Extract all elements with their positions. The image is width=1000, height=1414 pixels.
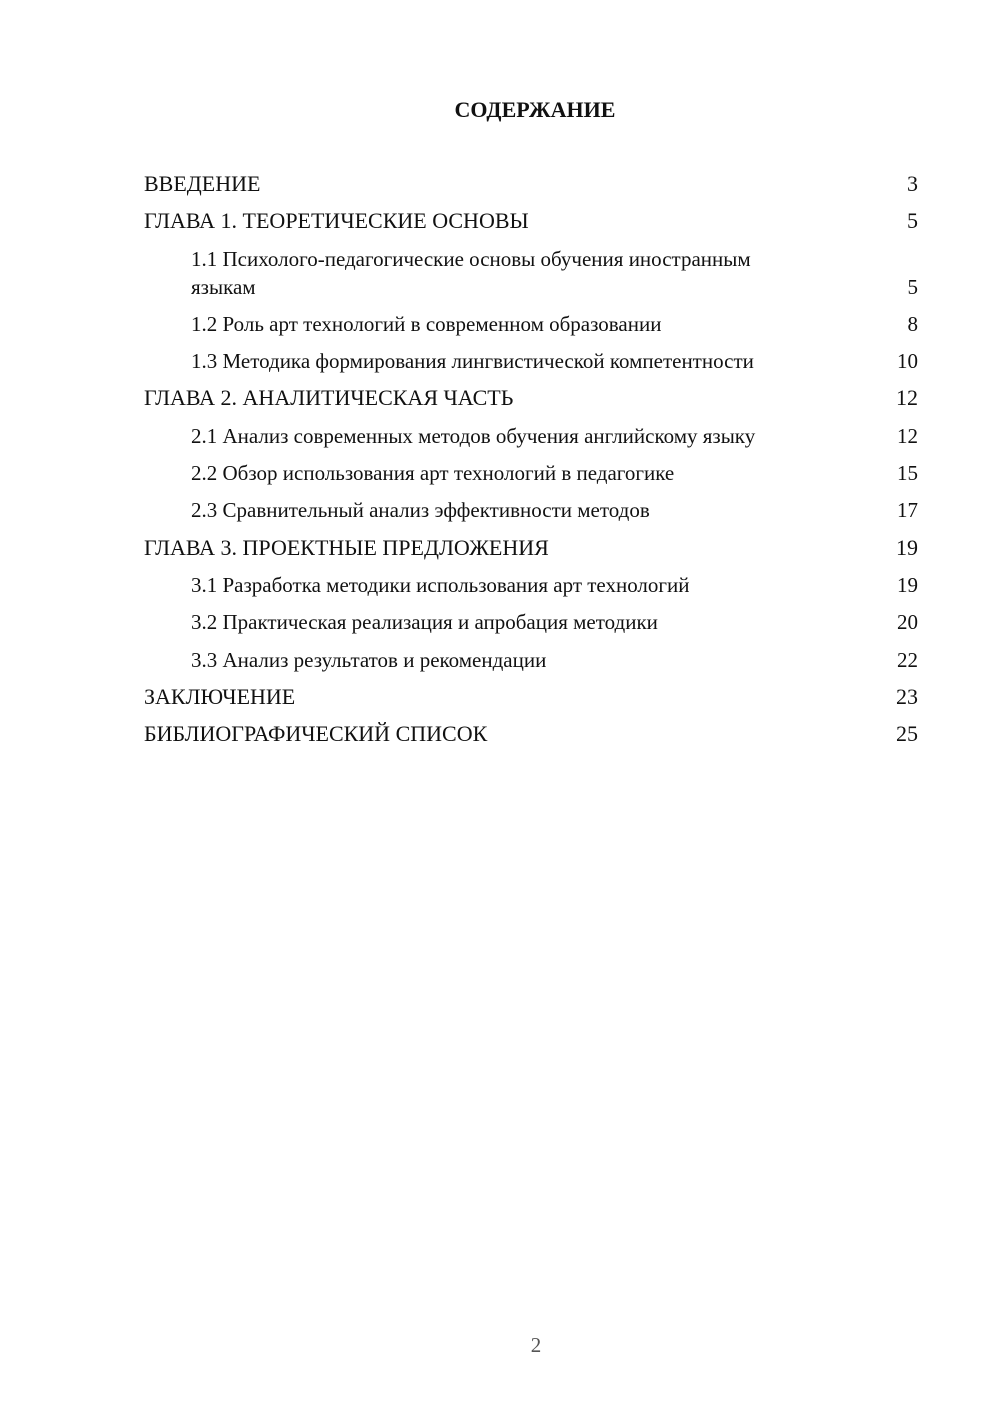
- toc-entry-page: 5: [907, 274, 918, 299]
- toc-entry-label: 1.1 Психолого-педагогические основы обучения иностранным языкам: [191, 246, 751, 299]
- toc-entry-page: 19: [896, 534, 918, 560]
- toc-entry-section-1-1[interactable]: [144, 245, 918, 301]
- toc-entry-label: 2.3 Сравнительный анализ эффективности методов: [191, 498, 650, 523]
- toc-entry-page: 15: [897, 461, 918, 486]
- toc-entry-page: 23: [896, 683, 918, 709]
- toc-entry-page: 12: [897, 423, 918, 448]
- toc-entry-page: 10: [897, 349, 918, 374]
- toc-entry-section-2-1[interactable]: [144, 422, 918, 450]
- toc-entry-page: 20: [897, 610, 918, 635]
- toc-entry-label: 3.1 Разработка методики использования арт технологий: [191, 572, 690, 597]
- toc-entry-bibliography[interactable]: [144, 720, 918, 748]
- toc-entry-label: ЗАКЛЮЧЕНИЕ: [144, 683, 296, 709]
- toc-entry-page: 25: [896, 721, 918, 747]
- toc-entry-label: 3.3 Анализ результатов и рекомендации: [191, 647, 547, 672]
- toc-entry-label: ВВЕДЕНИЕ: [144, 171, 261, 196]
- toc-entry-label: 2.2 Обзор использования арт технологий в педагогике: [191, 461, 675, 486]
- page-number: 2: [530, 1333, 542, 1357]
- toc-entry-chapter-3[interactable]: [144, 534, 918, 562]
- toc-entry-label: 3.2 Практическая реализация и апробация методики: [191, 610, 658, 635]
- toc-entry-label: 2.1 Анализ современных методов обучения английскому языку: [191, 423, 756, 448]
- toc-entry-label: ГЛАВА 1. ТЕОРЕТИЧЕСКИЕ ОСНОВЫ: [144, 208, 529, 234]
- toc-entry-section-1-2[interactable]: [144, 310, 918, 338]
- toc-entry-page: 17: [897, 498, 918, 523]
- toc-entry-label: БИБЛИОГРАФИЧЕСКИЙ СПИСОК: [144, 721, 488, 747]
- toc-entry-chapter-2[interactable]: [144, 384, 918, 412]
- toc-entry-section-2-2[interactable]: [144, 459, 918, 487]
- toc-entry-label: 1.2 Роль арт технологий в современном образовании: [191, 311, 662, 336]
- table-of-contents: [144, 170, 918, 757]
- toc-entry-conclusion[interactable]: [144, 683, 918, 711]
- toc-entry-label: 1.3 Методика формирования лингвистической компетентности: [191, 349, 754, 374]
- toc-title-wrapper: [0, 96, 1000, 124]
- toc-entry-section-2-3[interactable]: [144, 496, 918, 524]
- toc-entry-page: 3: [907, 171, 918, 196]
- toc-entry-page: 8: [907, 311, 918, 336]
- toc-entry-label: ГЛАВА 3. ПРОЕКТНЫЕ ПРЕДЛОЖЕНИЯ: [144, 534, 549, 560]
- toc-entry-section-1-3[interactable]: [144, 347, 918, 375]
- toc-title: СОДЕРЖАНИЕ: [454, 97, 616, 122]
- toc-entry-page: 22: [897, 647, 918, 672]
- toc-entry-page: 19: [897, 572, 918, 597]
- toc-entry-page: 12: [896, 385, 918, 411]
- toc-entry-label: ГЛАВА 2. АНАЛИТИЧЕСКАЯ ЧАСТЬ: [144, 385, 514, 411]
- toc-entry-page: 5: [907, 208, 918, 234]
- toc-entry-chapter-1[interactable]: [144, 207, 918, 235]
- toc-entry-section-3-3[interactable]: [144, 646, 918, 674]
- toc-entry-section-3-2[interactable]: [144, 608, 918, 636]
- toc-entry-introduction[interactable]: [144, 170, 918, 198]
- toc-entry-section-3-1[interactable]: [144, 571, 918, 599]
